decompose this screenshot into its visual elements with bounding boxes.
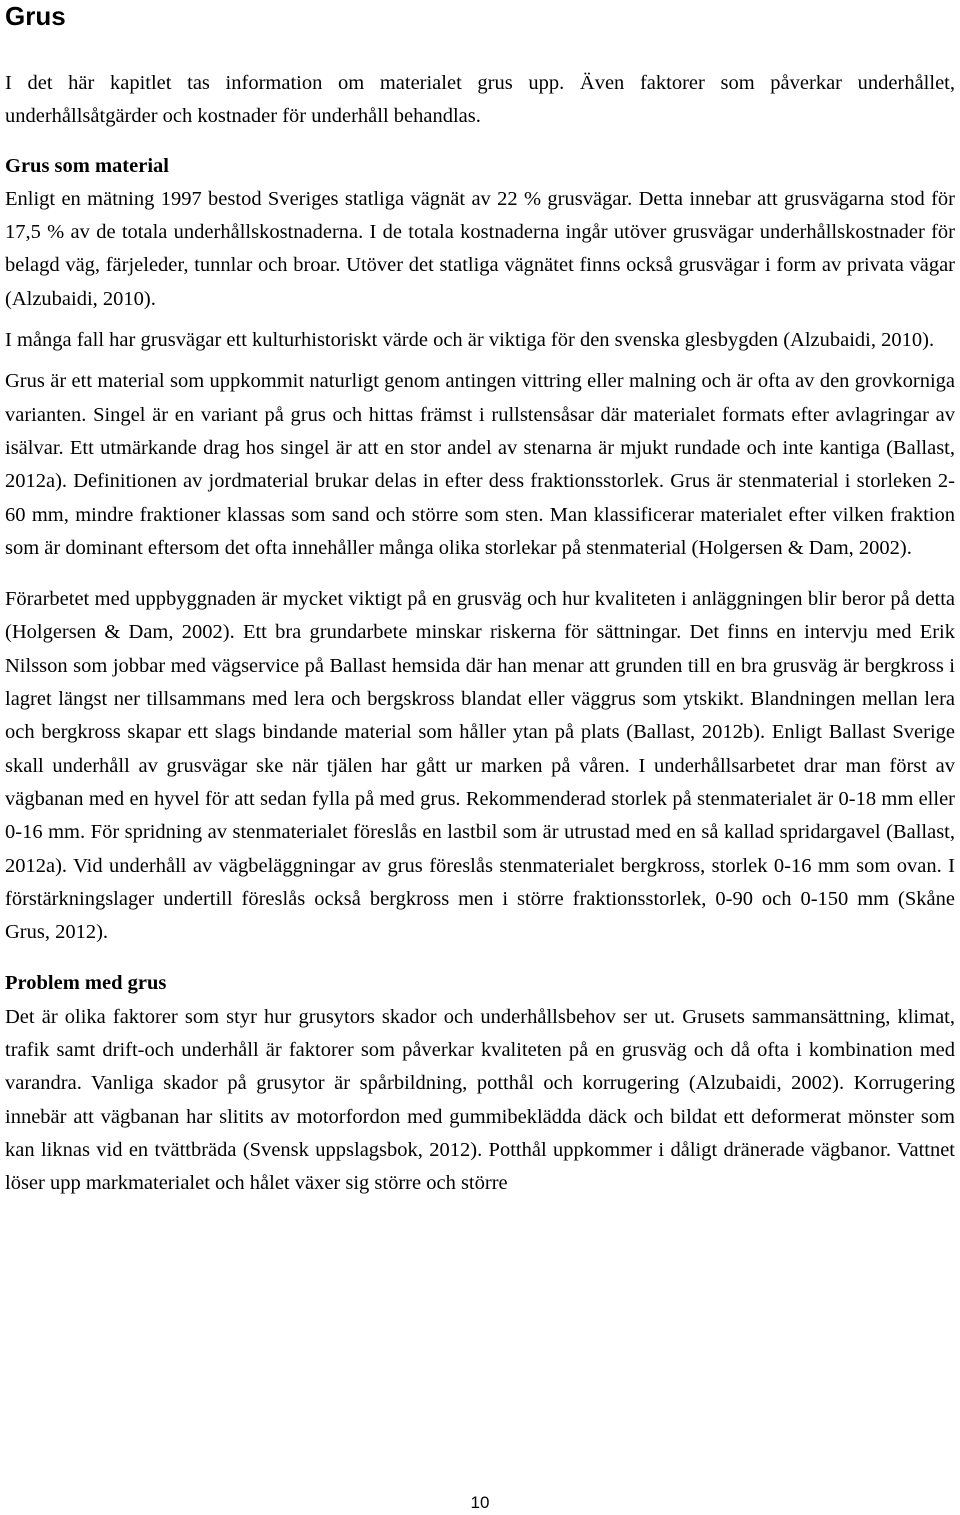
spacer [5, 565, 955, 583]
paragraph-material-1: Enligt en mätning 1997 bestod Sveriges statliga vägnät av 22 % grusvägar. Detta innebar att grusvägarna stod för 17,5 % av de totala underhållskostnaderna. I de totala kostnaderna ingår utöver grusvägar underhållskostnader för belagd väg, färjeleder, tunnlar och broar. Utöver det statliga vägnätet finns också grusvägar i form av privata vägar (Alzubaidi, 2010). [5, 187, 955, 310]
paragraph-material-4: Förarbetet med uppbyggnaden är mycket viktigt på en grusväg och hur kvaliteten i anläggningen blir beror på detta (Holgersen & Dam, 2002). Ett bra grundarbete minskar riskerna för sättningar. Det finns en intervju med Erik Nilsson som jobbar med vägservice på Ballast hemsida där han menar att grunden till en bra grusväg är bergkross i lagret längst ner tillsammans med lera och bergskross blandat eller väggrus som ytskikt. Blandningen mellan lera och bergkross skapar ett slags bindande material som håller ytan på plats (Ballast, 2012b). Enligt Ballast Sverige skall underhåll av grusvägar ske när tjälen har gått ur marken på våren. I underhållsarbetet drar man först av vägbanan med en hyvel för att sedan fylla på med grus. Rekommenderad storlek på stenmaterialet är 0-18 mm eller 0-16 mm. För spridning av stenmaterialet föreslås en lastbil som är utrustad med en så kallad spridargavel (Ballast, 2012a). Vid underhåll av vägbeläggningar av grus föreslås stenmaterialet bergkross, storlek 0-16 mm som ovan. I förstärkningslager undertill föreslås också bergkross men i större fraktionsstorlek, 0-90 och 0-150 mm (Skåne Grus, 2012). [5, 588, 955, 944]
chapter-title: Grus [5, 1, 66, 31]
spacer [5, 31, 955, 67]
spacer [5, 357, 955, 365]
paragraph-material-2: I många fall har grusvägar ett kulturhistoriskt värde och är viktiga för den svenska glesbygden (Alzubaidi, 2010). [5, 329, 935, 352]
section-heading-material: Grus som material [5, 154, 169, 177]
spacer [5, 949, 955, 967]
spacer [5, 316, 955, 324]
intro-paragraph: I det här kapitlet tas information om materialet grus upp. Även faktorer som påverkar underhållet, underhållsåtgärder och kostnader för underhåll behandlas. [5, 72, 955, 128]
document-page [5, 0, 955, 1201]
section-heading-problem: Problem med grus [5, 972, 167, 995]
page-number: 10 [470, 1493, 490, 1512]
spacer [5, 134, 955, 150]
paragraph-problem-1: Det är olika faktorer som styr hur grusytors skador och underhållsbehov ser ut. Grusets sammansättning, klimat, trafik samt drift-och underhåll är faktorer som påverkar kvaliteten på en grusväg och då ofta i kombination med varandra. Vanliga skador på grusytor är spårbildning, potthål och korrugering (Alzubaidi, 2002). Korrugering innebär att vägbanan har slitits av motorfordon med gummibeklädda däck och bildat ett deformerat mönster som kan liknas vid en tvättbräda (Svensk uppslagsbok, 2012). Potthål uppkommer i dåligt dränerade vägbanor. Vattnet löser upp markmaterialet och hålet växer sig större och större [5, 1005, 955, 1195]
paragraph-material-3: Grus är ett material som uppkommit naturligt genom antingen vittring eller malning och är ofta av den grovkorniga varianten. Singel är en variant på grus och hittas främst i rullstensåsar där materialet formats efter avlagringar av isälvar. Ett utmärkande drag hos singel är att en stor andel av stenarna är mjukt rundade och inte kantiga (Ballast, 2012a). Definitionen av jordmaterial brukar delas in efter dess fraktionsstorlek. Grus är stenmaterial i storleken 2-60 mm, mindre fraktioner klassas som sand och större som sten. Man klassificerar materialet efter vilken fraktion som är dominant eftersom det ofta innehåller många olika storlekar på stenmaterial (Holgersen & Dam, 2002). [5, 370, 955, 559]
